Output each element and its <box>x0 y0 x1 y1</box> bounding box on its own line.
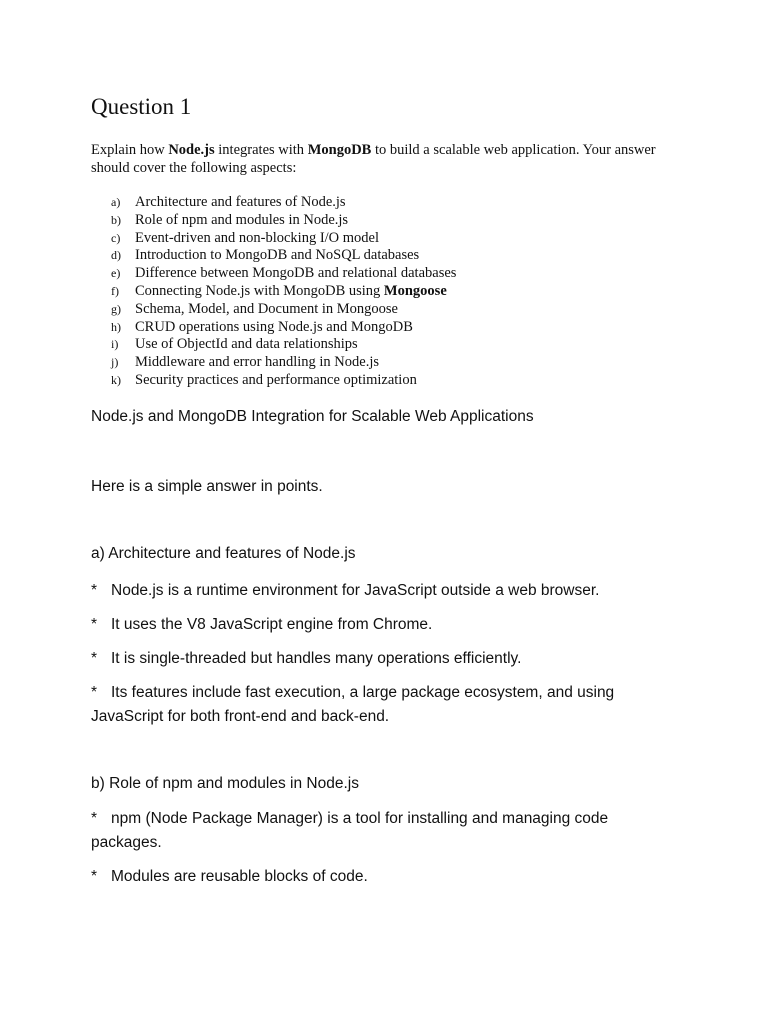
aspect-list <box>111 194 456 390</box>
intro-bold-mongodb: MongoDB <box>307 142 372 158</box>
bullet-text: It uses the V8 JavaScript engine from Chrome. <box>111 616 433 633</box>
aspect-marker: a) <box>111 195 121 209</box>
aspect-text: Use of ObjectId and data relationships <box>135 336 358 353</box>
aspect-item <box>111 336 456 354</box>
bullet-point <box>91 613 651 637</box>
bullet-star: * <box>91 650 98 667</box>
aspect-marker: d) <box>111 248 121 263</box>
aspect-bold-mongoose: Mongoose <box>383 282 447 299</box>
aspect-text: Schema, Model, and Document in Mongoose <box>135 300 398 317</box>
question-intro <box>91 141 671 177</box>
aspect-item <box>111 265 456 283</box>
aspect-item <box>111 372 456 390</box>
aspect-marker: c) <box>111 230 121 245</box>
intro-bold-nodejs: Node.js <box>168 142 215 158</box>
aspect-marker: g) <box>111 301 121 316</box>
bullet-star: * <box>91 868 98 885</box>
aspect-text: Security practices and performance optimization <box>135 371 417 388</box>
aspect-marker: f) <box>111 283 119 298</box>
bullet-text: Node.js is a runtime environment for JavaScript outside a web browser. <box>111 582 600 599</box>
bullet-star: * <box>91 684 98 701</box>
aspect-item <box>111 354 456 372</box>
aspect-text: Introduction to MongoDB and NoSQL databases <box>135 247 420 264</box>
bullet-point <box>91 807 651 855</box>
aspect-item <box>111 230 456 248</box>
bullet-text: Modules are reusable blocks of code. <box>111 868 368 885</box>
aspect-text: CRUD operations using Node.js and MongoDB <box>135 318 413 335</box>
aspect-item <box>111 247 456 265</box>
bullet-star: * <box>91 582 98 599</box>
bullet-point <box>91 647 651 671</box>
bullet-star: * <box>91 616 98 633</box>
answer-lead: Here is a simple answer in points. <box>91 478 323 495</box>
aspect-item <box>111 319 456 337</box>
bullet-point <box>91 865 651 889</box>
aspect-item <box>111 194 456 212</box>
aspect-text: Role of npm and modules in Node.js <box>135 211 349 228</box>
bullet-text: Its features include fast execution, a large package ecosystem, and using JavaScript for both front-end and back-end. <box>91 684 615 725</box>
bullet-point <box>91 579 651 603</box>
aspect-marker: i) <box>111 337 119 352</box>
aspect-item <box>111 301 456 319</box>
bullet-star: * <box>91 810 98 827</box>
bullet-text: npm (Node Package Manager) is a tool for installing and managing code packages. <box>91 810 609 851</box>
intro-text: integrates with <box>214 142 308 158</box>
aspect-text: Architecture and features of Node.js <box>135 194 346 210</box>
aspect-item <box>111 212 456 230</box>
bullet-point <box>91 681 651 729</box>
aspect-text: Event-driven and non-blocking I/O model <box>135 229 380 246</box>
intro-text: to build a scalable web application. Your answer should cover the following aspects: <box>91 142 656 176</box>
aspect-text: Difference between MongoDB and relational databases <box>135 265 457 282</box>
section-heading-b: b) Role of npm and modules in Node.js <box>91 775 359 792</box>
aspect-marker: h) <box>111 319 121 334</box>
section-heading-a: a) Architecture and features of Node.js <box>91 545 356 562</box>
answer-heading: Node.js and MongoDB Integration for Scalable Web Applications <box>91 408 534 425</box>
aspect-marker: e) <box>111 266 121 281</box>
aspect-marker: b) <box>111 212 121 227</box>
aspect-text: Connecting Node.js with MongoDB using <box>135 282 384 299</box>
aspect-text: Middleware and error handling in Node.js <box>135 354 380 371</box>
bullet-text: It is single-threaded but handles many operations efficiently. <box>111 650 522 667</box>
question-title: Question 1 <box>91 94 192 119</box>
aspect-marker: j) <box>111 355 119 370</box>
intro-text: Explain how <box>91 142 169 158</box>
aspect-item <box>111 283 456 301</box>
aspect-marker: k) <box>111 372 121 387</box>
